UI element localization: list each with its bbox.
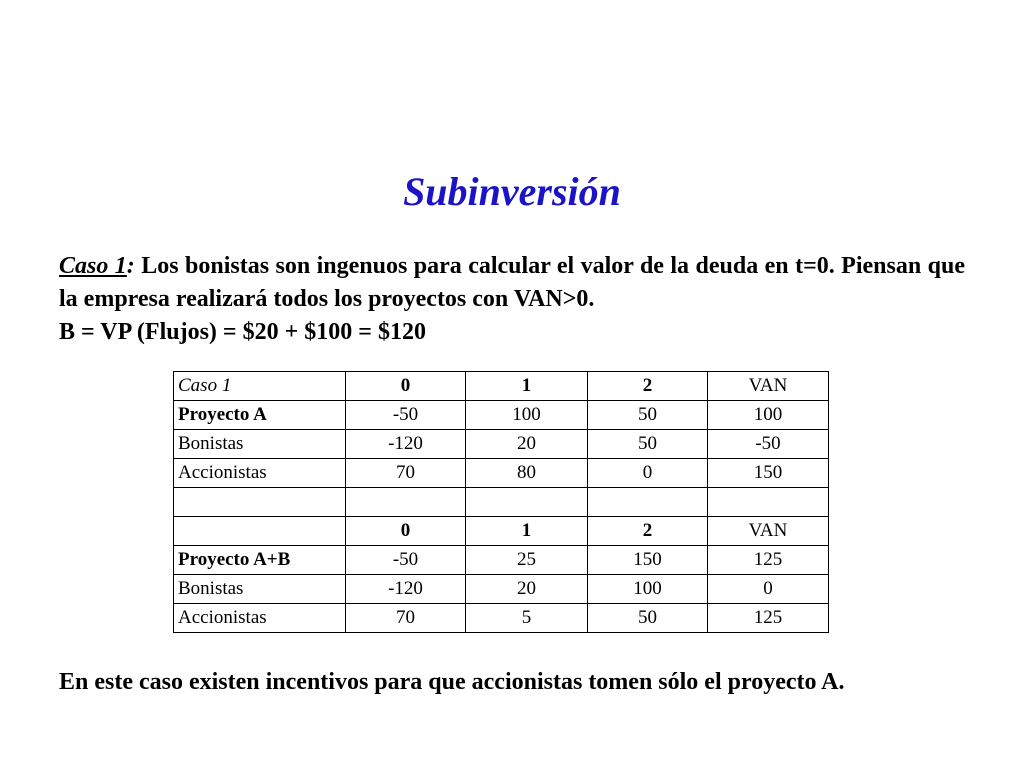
header-cell-van: VAN bbox=[708, 372, 829, 401]
row-label: Proyecto A+B bbox=[174, 546, 346, 575]
table-row bbox=[174, 604, 829, 633]
table-cell: 100 bbox=[466, 401, 588, 430]
intro-block bbox=[59, 250, 965, 349]
table-row bbox=[174, 459, 829, 488]
cash-flow-table bbox=[173, 371, 829, 633]
row-label: Accionistas bbox=[174, 459, 346, 488]
slide-title: Subinversión bbox=[403, 169, 621, 214]
case-description bbox=[59, 250, 965, 316]
case-label: Caso 1 bbox=[59, 253, 127, 279]
table-cell: 25 bbox=[466, 546, 588, 575]
table-row bbox=[174, 401, 829, 430]
table-cell: 50 bbox=[588, 401, 708, 430]
table-cell: -50 bbox=[346, 401, 466, 430]
header-cell-case: Caso 1 bbox=[174, 372, 346, 401]
table-cell: -120 bbox=[346, 430, 466, 459]
row-label: Bonistas bbox=[174, 575, 346, 604]
table-cell: 150 bbox=[588, 546, 708, 575]
header-cell-t1: 1 bbox=[466, 517, 588, 546]
bond-value-formula: B = VP (Flujos) = $20 + $100 = $120 bbox=[59, 319, 426, 345]
row-label: Bonistas bbox=[174, 430, 346, 459]
table-row bbox=[174, 430, 829, 459]
row-label: Proyecto A bbox=[174, 401, 346, 430]
table-row bbox=[174, 575, 829, 604]
table-cell: 50 bbox=[588, 604, 708, 633]
header-cell-t2: 2 bbox=[588, 517, 708, 546]
table-cell: 125 bbox=[708, 546, 829, 575]
table-cell: 0 bbox=[588, 459, 708, 488]
header-cell-t2: 2 bbox=[588, 372, 708, 401]
header-cell-van: VAN bbox=[708, 517, 829, 546]
table-cell: 125 bbox=[708, 604, 829, 633]
table-row bbox=[174, 546, 829, 575]
table-header-row bbox=[174, 517, 829, 546]
case-text: Los bonistas son ingenuos para calcular el valor de la deuda en t=0. Piensan que la empresa realizará todos los proyectos con VAN>0. bbox=[59, 253, 965, 312]
table-cell: 100 bbox=[708, 401, 829, 430]
case-colon: : bbox=[126, 253, 135, 279]
table-cell: -120 bbox=[346, 575, 466, 604]
table-spacer-row bbox=[174, 488, 829, 517]
table-cell: -50 bbox=[346, 546, 466, 575]
table-cell: 70 bbox=[346, 459, 466, 488]
table-cell: 20 bbox=[466, 430, 588, 459]
table-cell: 50 bbox=[588, 430, 708, 459]
header-cell-t0: 0 bbox=[346, 372, 466, 401]
header-cell-t0: 0 bbox=[346, 517, 466, 546]
table-cell: 100 bbox=[588, 575, 708, 604]
table-cell: 80 bbox=[466, 459, 588, 488]
row-label: Accionistas bbox=[174, 604, 346, 633]
conclusion-text: En este caso existen incentivos para que accionistas tomen sólo el proyecto A. bbox=[59, 669, 845, 695]
header-cell-empty bbox=[174, 517, 346, 546]
header-cell-t1: 1 bbox=[466, 372, 588, 401]
table-header-row bbox=[174, 372, 829, 401]
table-cell: 20 bbox=[466, 575, 588, 604]
table-cell: 70 bbox=[346, 604, 466, 633]
table-cell: -50 bbox=[708, 430, 829, 459]
table-cell: 5 bbox=[466, 604, 588, 633]
table-cell: 0 bbox=[708, 575, 829, 604]
table-cell: 150 bbox=[708, 459, 829, 488]
